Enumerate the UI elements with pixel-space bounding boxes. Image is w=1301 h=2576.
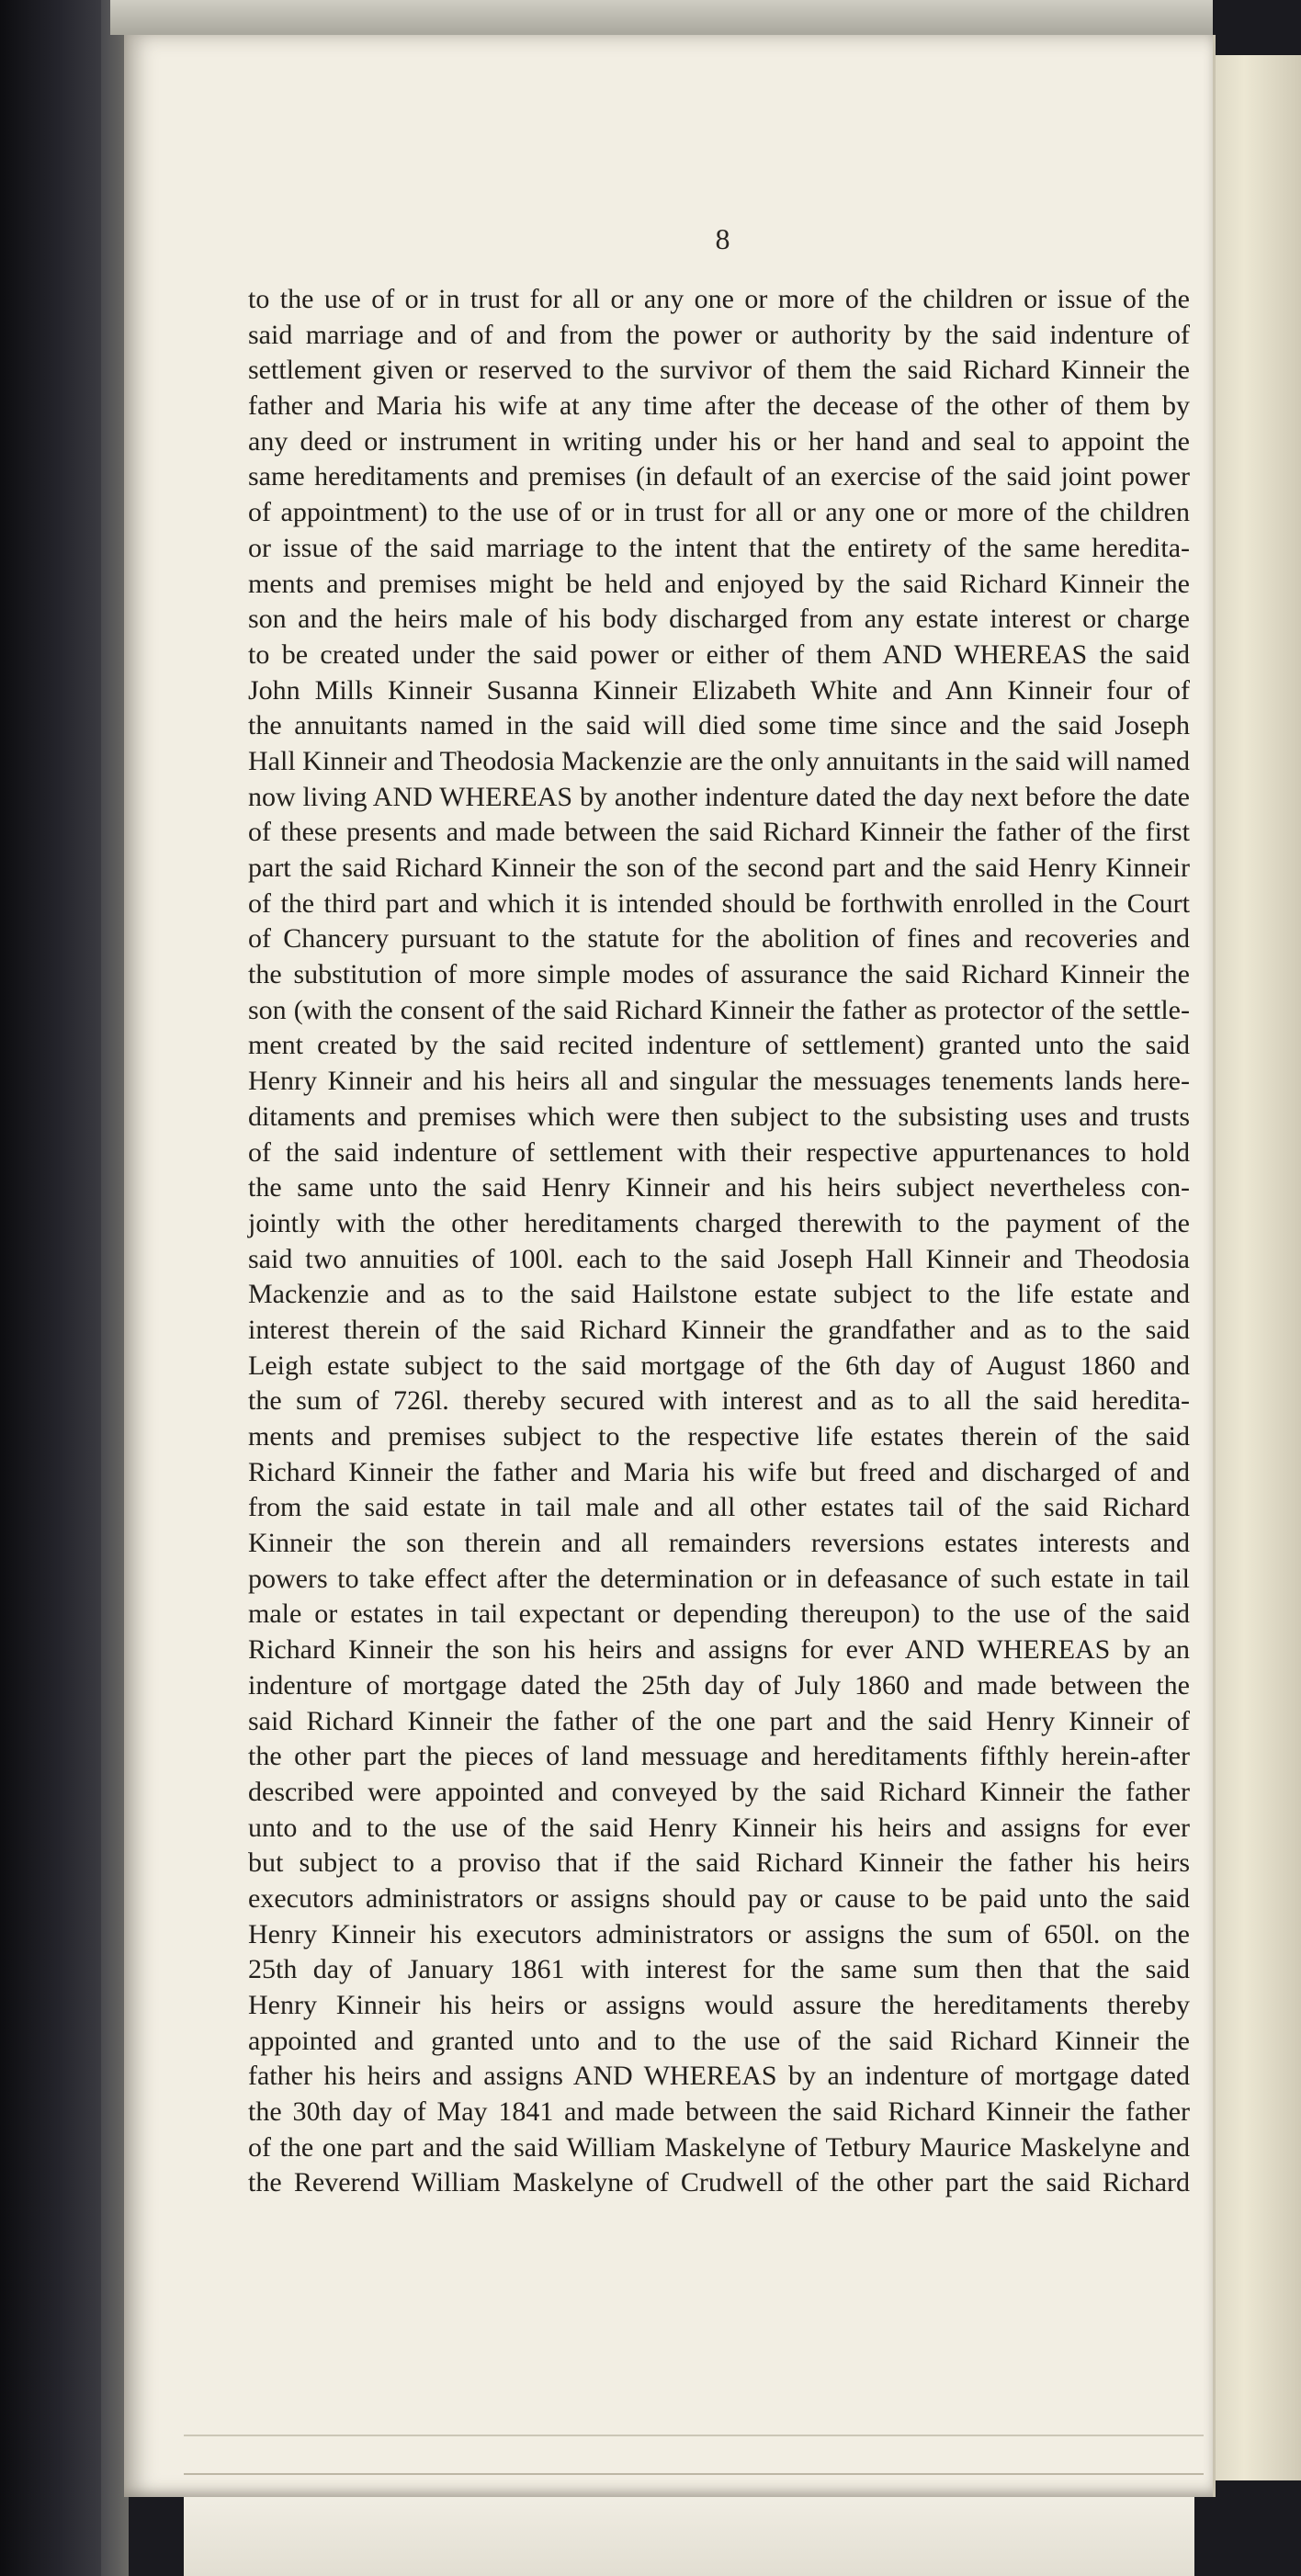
text-line: of the said indenture of settlement with their respective appurtenances to hold xyxy=(248,1136,1190,1168)
text-line: Henry Kinneir and his heirs all and singular the messuages tenements lands here- xyxy=(248,1066,1190,1097)
text-line: the annuitants named in the said will died some time since and the said Joseph xyxy=(248,710,1190,741)
text-line: to be created under the said power or either of them AND WHEREAS the said xyxy=(248,638,1190,670)
text-line: executors administrators or assigns should pay or cause to be paid unto the said xyxy=(248,1882,1190,1914)
text-line: jointly with the other hereditaments charged therewith to the payment of the xyxy=(248,1207,1190,1238)
text-line: the 30th day of May 1841 and made between the said Richard Kinneir the father xyxy=(248,2096,1190,2128)
text-line: any deed or instrument in writing under his or her hand and seal to appoint the xyxy=(248,425,1190,457)
next-page-edge xyxy=(1204,55,1301,2480)
text-line: of the third part and which it is intended should be forthwith enrolled in the Court xyxy=(248,887,1190,919)
text-line: ments and premises might be held and enjoyed by the said Richard Kinneir the xyxy=(248,568,1190,599)
text-line: male or estates in tail expectant or depending thereupon) to the use of the said xyxy=(248,1599,1190,1630)
text-line: said marriage and of and from the power or authority by the said indenture of xyxy=(248,319,1190,350)
text-line: interest therein of the said Richard Kinneir the grandfather and as to the said xyxy=(248,1314,1190,1345)
text-line: son and the heirs male of his body discharged from any estate interest or charge xyxy=(248,604,1190,635)
text-line: Richard Kinneir the son his heirs and assigns for ever AND WHEREAS by an xyxy=(248,1634,1190,1666)
page-stack-lines xyxy=(184,2435,1204,2475)
text-line: father and Maria his wife at any time after the decease of the other of them by xyxy=(248,390,1190,422)
text-line: of these presents and made between the said Richard Kinneir the father of the first xyxy=(248,817,1190,848)
text-line: from the said estate in tail male and all other estates tail of the said Richard xyxy=(248,1492,1190,1523)
text-line: indenture of mortgage dated the 25th day of July 1860 and made between the xyxy=(248,1669,1190,1700)
page-top-edge xyxy=(110,0,1213,35)
text-line: or issue of the said marriage to the intent that the entirety of the same heredita- xyxy=(248,532,1190,563)
text-line: the sum of 726l. thereby secured with interest and as to all the said heredita- xyxy=(248,1385,1190,1417)
text-line: 25th day of January 1861 with interest for the same sum then that the said xyxy=(248,1954,1190,1985)
text-line: Henry Kinneir his executors administrators or assigns the sum of 650l. on the xyxy=(248,1918,1190,1949)
text-line: Leigh estate subject to the said mortgage of the 6th day of August 1860 and xyxy=(248,1350,1190,1381)
text-line: the substitution of more simple modes of assurance the said Richard Kinneir the xyxy=(248,959,1190,990)
text-line: the other part the pieces of land messuage and hereditaments fifthly herein-after xyxy=(248,1741,1190,1772)
text-line: father his heirs and assigns AND WHEREAS by an indenture of mortgage dated xyxy=(248,2061,1190,2092)
text-line: ments and premises subject to the respective life estates therein of the said xyxy=(248,1421,1190,1452)
text-line: the Reverend William Maskelyne of Crudwell of the other part the said Richard xyxy=(248,2167,1190,2198)
text-line: of the one part and the said William Maskelyne of Tetbury Maurice Maskelyne and xyxy=(248,2131,1190,2163)
page-number: 8 xyxy=(715,222,730,255)
text-line: powers to take effect after the determination or in defeasance of such estate in tail xyxy=(248,1563,1190,1594)
text-line: said Richard Kinneir the father of the one part and the said Henry Kinneir of xyxy=(248,1705,1190,1736)
text-line: ment created by the said recited indenture of settlement) granted unto the said xyxy=(248,1030,1190,1061)
text-line: ditaments and premises which were then subject to the subsisting uses and trusts xyxy=(248,1101,1190,1132)
text-line: said two annuities of 100l. each to the said Joseph Hall Kinneir and Theodosia xyxy=(248,1243,1190,1274)
text-line: now living AND WHEREAS by another indenture dated the day next before the date xyxy=(248,781,1190,812)
text-line: Kinneir the son therein and all remainders reversions estates interests and xyxy=(248,1528,1190,1559)
dark-background-left xyxy=(0,0,101,2576)
text-line: son (with the consent of the said Richard Kinneir the father as protector of the settle- xyxy=(248,994,1190,1025)
text-line: part the said Richard Kinneir the son of the second part and the said Henry Kinneir xyxy=(248,853,1190,883)
text-line: but subject to a proviso that if the said Richard Kinneir the father his heirs xyxy=(248,1847,1190,1879)
page-body-text xyxy=(248,282,1190,2201)
text-line: settlement given or reserved to the survivor of them the said Richard Kinneir the xyxy=(248,355,1190,386)
text-line: Richard Kinneir the father and Maria his wife but freed and discharged of and xyxy=(248,1456,1190,1487)
text-line: of Chancery pursuant to the statute for the abolition of fines and recoveries and xyxy=(248,923,1190,955)
text-line: of appointment) to the use of or in trust for all or any one or more of the children xyxy=(248,497,1190,528)
text-line: John Mills Kinneir Susanna Kinneir Elizabeth White and Ann Kinneir four of xyxy=(248,674,1190,706)
text-line: Mackenzie and as to the said Hailstone estate subject to the life estate and xyxy=(248,1279,1190,1310)
text-line: appointed and granted unto and to the use of the said Richard Kinneir the xyxy=(248,2025,1190,2056)
text-line: the same unto the said Henry Kinneir and his heirs subject nevertheless con- xyxy=(248,1172,1190,1203)
text-line: same hereditaments and premises (in default of an exercise of the said joint power xyxy=(248,461,1190,492)
text-line: to the use of or in trust for all or any one or more of the children or issue of the xyxy=(248,284,1190,314)
text-line: described were appointed and conveyed by the said Richard Kinneir the father xyxy=(248,1776,1190,1807)
text-line: unto and to the use of the said Henry Kinneir his heirs and assigns for ever xyxy=(248,1812,1190,1843)
text-line: Hall Kinneir and Theodosia Mackenzie are the only annuitants in the said will named xyxy=(248,745,1190,776)
text-line: Henry Kinneir his heirs or assigns would assure the hereditaments thereby xyxy=(248,1990,1190,2020)
